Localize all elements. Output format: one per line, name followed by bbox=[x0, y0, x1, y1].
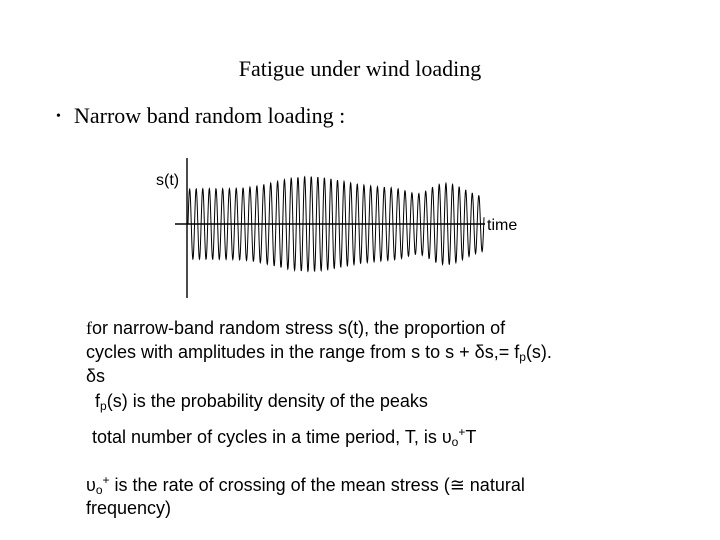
body-text: is the rate of crossing of the mean stress ( bbox=[109, 475, 450, 495]
superscript: + bbox=[102, 473, 110, 487]
first-letter: f bbox=[86, 318, 92, 338]
body-text: s,= f bbox=[484, 342, 520, 362]
nu-symbol: υ bbox=[86, 475, 96, 495]
body-line-2 bbox=[86, 341, 552, 363]
subscript: o bbox=[95, 483, 103, 497]
body-text: T bbox=[465, 427, 477, 447]
body-text: s bbox=[96, 366, 106, 386]
bullet-marker: • bbox=[56, 109, 61, 124]
body-text: (s). bbox=[525, 342, 552, 362]
subscript: p bbox=[100, 399, 107, 413]
body-line-4 bbox=[95, 390, 428, 412]
superscript: + bbox=[458, 425, 466, 439]
slide-title: Fatigue under wind loading bbox=[238, 56, 482, 81]
bullet-item bbox=[56, 103, 345, 130]
body-line-7: frequency) bbox=[86, 498, 172, 518]
body-text: f bbox=[95, 391, 101, 411]
subscript: p bbox=[519, 350, 526, 364]
body-text: total number of cycles in a time period, T, is bbox=[92, 427, 442, 447]
nu-symbol: υ bbox=[441, 427, 452, 447]
body-text: cycles with amplitudes in the range from s to s + bbox=[86, 342, 475, 362]
body-line-1 bbox=[86, 317, 505, 339]
body-line-3 bbox=[86, 365, 105, 387]
subscript: o bbox=[451, 435, 459, 449]
body-text: natural bbox=[464, 475, 525, 495]
y-axis-label: s(t) bbox=[156, 172, 180, 189]
body-text: or narrow-band random stress s(t), the proportion of bbox=[92, 318, 506, 338]
delta-symbol: δ bbox=[474, 342, 485, 362]
body-text: (s) is the probability density of the peaks bbox=[106, 391, 428, 411]
approx-symbol: ≅ bbox=[449, 475, 465, 495]
delta-symbol: δ bbox=[86, 366, 97, 386]
body-line-5 bbox=[92, 426, 476, 448]
body-line-6 bbox=[86, 474, 525, 496]
x-axis-label: time bbox=[487, 217, 518, 234]
bullet-text: Narrow band random loading : bbox=[74, 103, 346, 128]
